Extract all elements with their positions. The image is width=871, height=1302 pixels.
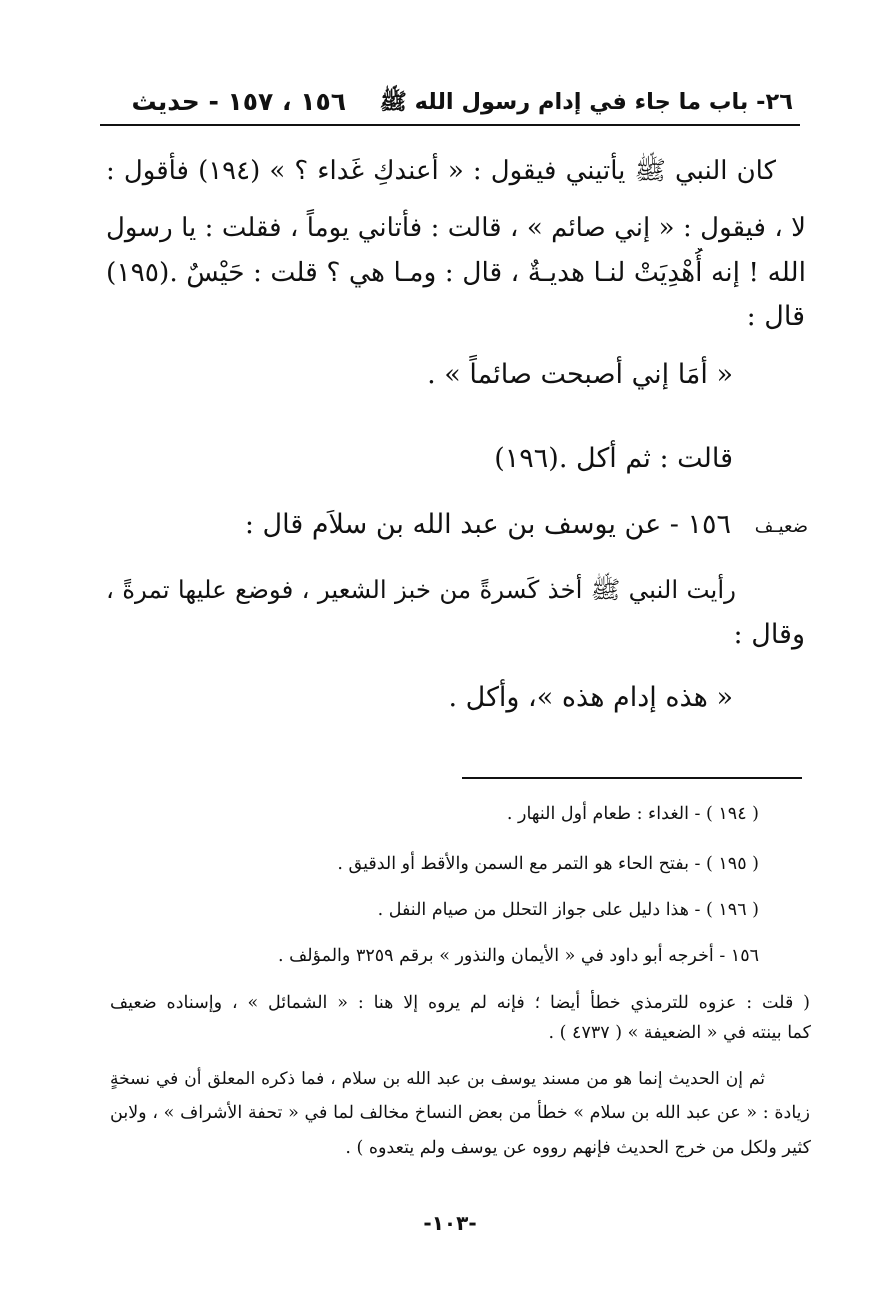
- body-line-1: كان النبي ﷺ يأتيني فيقول : « أعندكِ غَداء ؟ » (١٩٤) فأقول :: [106, 156, 776, 186]
- body-line-6: قالت : ثم أكل .(١٩٦): [494, 443, 733, 474]
- body-line-8: رأيت النبي ﷺ أخذ كَسرةً من خبز الشعير ، فوضع عليها تمرةً ،: [106, 575, 736, 604]
- quote-line-1: « أمَا إني أصبحت صائماً » .: [427, 359, 733, 390]
- footnote-note-line-5: كثير ولكل من خرج الحديث فإنهم رووه عن يوسف ولم يتعدوه ) .: [345, 1138, 811, 1158]
- footnote-156: ١٥٦ - أخرجه أبو داود في « الأيمان والنذور » برقم ٣٢٥٩ والمؤلف .: [277, 946, 759, 966]
- footnote-note-line-2: كما بينته في « الضعيفة » ( ٤٧٣٧ ) .: [548, 1023, 811, 1043]
- footnote-196: ( ١٩٦ ) - هذا دليل على جواز التحلل من صيام النفل .: [377, 900, 759, 920]
- footnote-rule: [462, 777, 802, 779]
- grade-label: ضعيـف: [754, 516, 808, 537]
- footnote-194: ( ١٩٤ ) - الغداء : طعام أول النهار .: [506, 804, 759, 824]
- footnote-note-line-1: ( قلت : عزوه للترمذي خطأ أيضا ؛ فإنه لم يروه إلا هنا : « الشمائل » ، وإسناده ضعيف: [110, 993, 810, 1013]
- hadith-range: ١٥٦ ، ١٥٧ - حديث: [131, 87, 346, 116]
- page-number: -١٠٣-: [423, 1211, 477, 1235]
- body-line-3: الله ! إنه أُهْدِيَتْ لنـا هديـةٌ ، قال : ومـا هي ؟ قلت : حَيْسٌ .(١٩٥): [106, 257, 806, 288]
- header-rule: [100, 124, 800, 126]
- footnote-note-line-4: زيادة : « عن عبد الله بن سلام » خطأ من بعض النساخ مخالف لما في « تحفة الأشراف » ، ولابن: [110, 1103, 810, 1123]
- quote-line-2: « هذه إدام هذه »، وأكل .: [448, 682, 733, 713]
- body-line-9: وقال :: [733, 619, 805, 650]
- footnote-note-line-3: ثم إن الحديث إنما هو من مسند يوسف بن عبد الله بن سلام ، فما ذكره المعلق أن في نسخةٍ: [110, 1069, 765, 1089]
- footnote-195: ( ١٩٥ ) - بفتح الحاء هو التمر مع السمن والأقط أو الدقيق .: [337, 854, 759, 874]
- hadith-156-intro: ١٥٦ - عن يوسف بن عبد الله بن سلاَم قال :: [244, 509, 731, 540]
- chapter-title: ٢٦- باب ما جاء في إدام رسول الله ﷺ: [379, 89, 793, 115]
- body-line-2: لا ، فيقول : « إني صائم » ، قالت : فأتاني يوماً ، فقلت : يا رسول: [106, 213, 806, 243]
- body-line-4: قال :: [746, 301, 805, 332]
